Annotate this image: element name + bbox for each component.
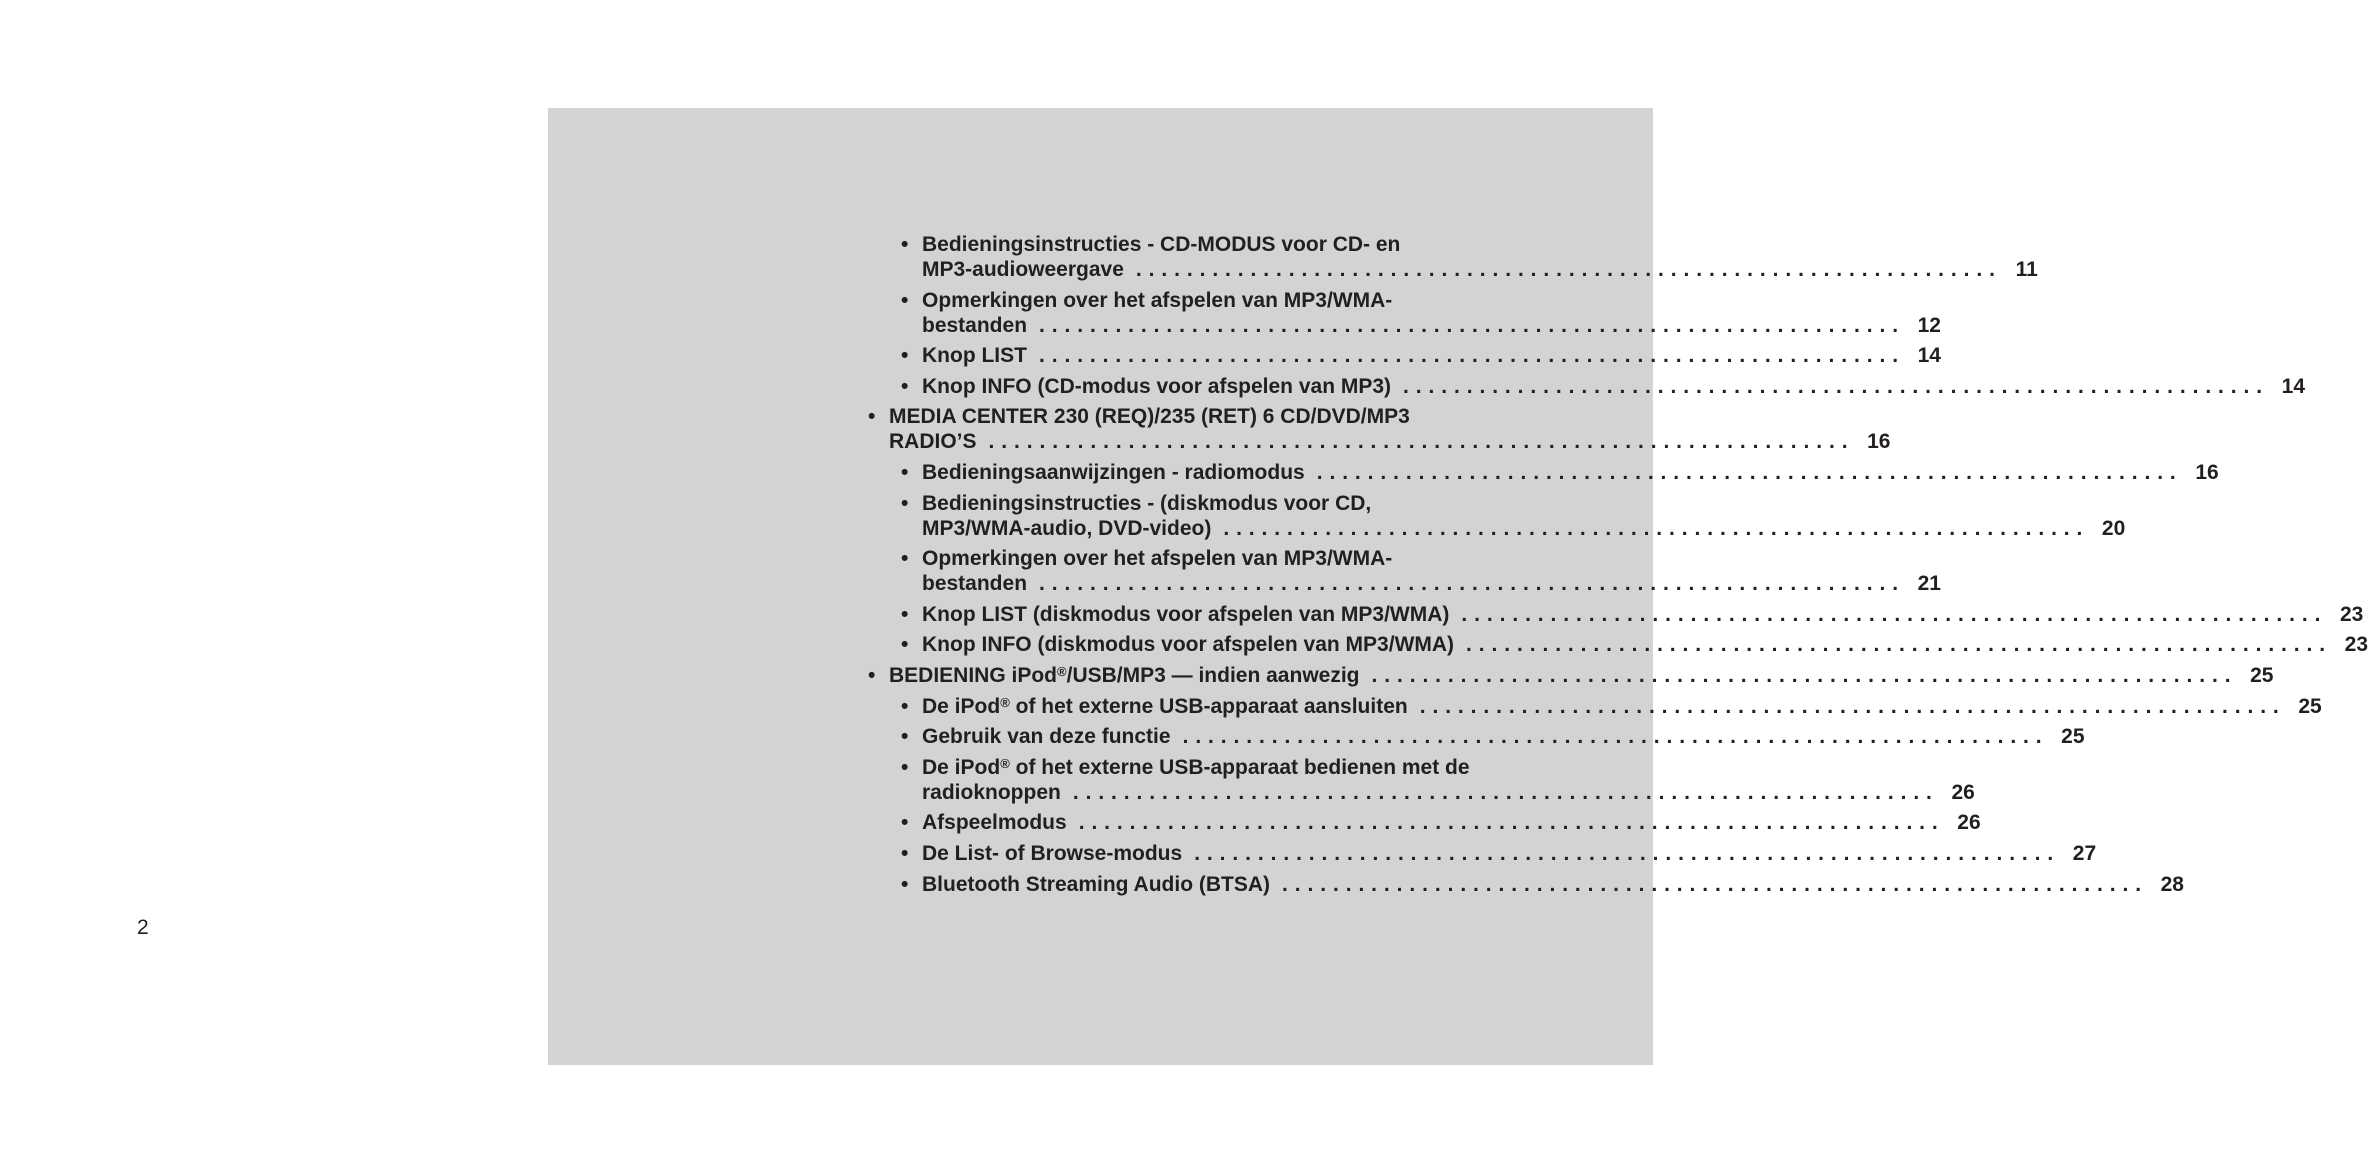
toc-entry-final-line xyxy=(922,257,2038,282)
toc-entry-title: Knop LIST (diskmodus voor afspelen van MP3/WMA) xyxy=(922,602,1450,626)
toc-entry-title xyxy=(922,694,1408,719)
toc-entry-final-line xyxy=(922,632,2368,657)
toc-page-number: 23 xyxy=(2344,633,2368,657)
toc-entry-title xyxy=(889,663,1360,688)
bullet-icon: • xyxy=(901,811,909,835)
dot-leader: .................................................................... xyxy=(1194,841,2061,865)
toc-entry-final-line xyxy=(889,429,1891,454)
toc-entry-line: Bedieningsinstructies - CD-MODUS voor CD- en xyxy=(922,233,1401,256)
dot-leader: .................................................................... xyxy=(1072,780,1939,804)
bullet-icon: • xyxy=(901,841,909,865)
toc-subsection-entry[interactable] xyxy=(868,288,1941,338)
text-part: De iPod xyxy=(922,694,1001,718)
bullet-icon: • xyxy=(901,460,909,484)
page-number: 2 xyxy=(137,916,149,939)
toc-entry-title: MP3/WMA-audio, DVD-video) xyxy=(922,516,1212,540)
dot-leader: .................................................................... xyxy=(1466,633,2332,657)
table-of-contents xyxy=(868,232,2368,902)
bullet-icon: • xyxy=(901,547,909,571)
toc-page-number: 20 xyxy=(2101,516,2126,540)
toc-page-number: 28 xyxy=(2160,872,2184,896)
bullet-icon: • xyxy=(901,872,909,896)
toc-page-number: 26 xyxy=(1957,811,1981,835)
toc-subsection-entry[interactable] xyxy=(868,694,2322,719)
toc-entry-final-line xyxy=(922,602,2364,627)
toc-entry-title: Afspeelmodus xyxy=(922,811,1067,835)
toc-section-entry[interactable] xyxy=(868,404,1891,454)
toc-subsection-entry[interactable] xyxy=(868,810,1981,835)
dot-leader: .................................................................... xyxy=(1316,460,2183,484)
toc-entry-final-line xyxy=(922,374,2305,399)
toc-entry-final-line xyxy=(922,872,2184,897)
toc-entry-title: bestanden xyxy=(922,572,1028,596)
toc-page-number: 25 xyxy=(2250,663,2274,687)
toc-entry-final-line xyxy=(922,343,1941,368)
toc-entry-final-line xyxy=(922,694,2322,719)
registered-mark: ® xyxy=(1057,663,1067,679)
toc-entry-final-line xyxy=(922,841,2097,866)
toc-page-number: 26 xyxy=(1951,780,1975,804)
dot-leader: .................................................................... xyxy=(1038,344,1905,368)
toc-subsection-entry[interactable] xyxy=(868,632,2368,657)
toc-entry-title: Knop INFO (diskmodus voor afspelen van MP3/WMA) xyxy=(922,633,1455,657)
toc-entry-line: Bedieningsinstructies - (diskmodus voor CD, xyxy=(922,491,1372,515)
toc-entry-title: Knop LIST xyxy=(922,344,1027,368)
toc-page-number: 14 xyxy=(2281,374,2305,398)
toc-entry-line xyxy=(922,755,1564,780)
toc-subsection-entry[interactable] xyxy=(868,460,2219,485)
toc-subsection-entry[interactable] xyxy=(868,232,2038,282)
toc-subsection-entry[interactable] xyxy=(868,491,2126,541)
toc-page-number: 27 xyxy=(2072,841,2097,865)
toc-page-number: 16 xyxy=(2195,460,2219,484)
toc-subsection-entry[interactable] xyxy=(868,724,2085,749)
bullet-icon: • xyxy=(901,233,909,256)
toc-entry-line: Opmerkingen over het afspelen van MP3/WMA- xyxy=(922,547,1393,571)
toc-entry-title: Knop INFO (CD-modus voor afspelen van MP3) xyxy=(922,374,1392,398)
dot-leader: .................................................................... xyxy=(1371,663,2238,687)
toc-entry-title: MP3-audioweergave xyxy=(922,258,1124,281)
bullet-icon: • xyxy=(868,663,876,687)
dot-leader: .................................................................... xyxy=(1078,811,1945,835)
registered-mark: ® xyxy=(1000,694,1010,710)
toc-page-number: 21 xyxy=(1917,572,1941,596)
toc-entry-line: Opmerkingen over het afspelen van MP3/WMA- xyxy=(922,288,1393,312)
toc-entry-final-line xyxy=(889,663,2274,688)
toc-entry-title: Gebruik van deze functie xyxy=(922,725,1171,749)
toc-subsection-entry[interactable] xyxy=(868,602,2364,627)
registered-mark: ® xyxy=(1000,755,1010,771)
toc-subsection-entry[interactable] xyxy=(868,546,1941,596)
toc-subsection-entry[interactable] xyxy=(868,872,2184,897)
bullet-icon: • xyxy=(901,725,909,749)
text-part: of het externe USB-apparaat aansluiten xyxy=(1009,694,1408,718)
bullet-icon: • xyxy=(901,694,909,718)
toc-page-number: 16 xyxy=(1867,430,1891,454)
dot-leader: .................................................................... xyxy=(988,430,1855,454)
toc-page-number: 25 xyxy=(2298,694,2322,718)
dot-leader: .................................................................... xyxy=(1403,374,2269,398)
toc-entry-final-line xyxy=(922,810,1981,835)
toc-section-entry[interactable] xyxy=(868,663,2274,688)
bullet-icon: • xyxy=(901,374,909,398)
toc-page-number: 11 xyxy=(2015,258,2038,281)
bullet-icon: • xyxy=(901,602,909,626)
toc-entry-final-line xyxy=(922,460,2219,485)
toc-page-number: 14 xyxy=(1917,344,1941,368)
toc-entry-title: De List- of Browse-modus xyxy=(922,841,1183,865)
toc-page-number: 23 xyxy=(2339,602,2364,626)
toc-subsection-entry[interactable] xyxy=(868,755,1975,805)
dot-leader: .................................................................... xyxy=(1419,694,2286,718)
toc-entry-final-line xyxy=(922,780,1975,805)
toc-entry-title: bestanden xyxy=(922,313,1028,337)
toc-entry-final-line xyxy=(922,571,1941,596)
text-part: /USB/MP3 — indien aanwezig xyxy=(1066,663,1360,687)
bullet-icon: • xyxy=(901,288,909,312)
bullet-icon: • xyxy=(901,491,909,515)
text-part: of het externe USB-apparaat bedienen met de xyxy=(1009,755,1470,779)
bullet-icon: • xyxy=(901,344,909,368)
toc-entry-title: Bluetooth Streaming Audio (BTSA) xyxy=(922,872,1271,896)
dot-leader: .................................................................... xyxy=(1182,725,2049,749)
bullet-icon: • xyxy=(901,633,909,657)
toc-subsection-entry[interactable] xyxy=(868,343,1941,368)
toc-entry-title: radioknoppen xyxy=(922,780,1061,804)
dot-leader: .................................................................... xyxy=(1223,516,2090,540)
dot-leader: .................................................................... xyxy=(1135,258,2002,281)
dot-leader: .................................................................... xyxy=(1039,313,1905,337)
dot-leader: .................................................................... xyxy=(1282,872,2148,896)
toc-entry-final-line xyxy=(922,724,2085,749)
toc-entry-final-line xyxy=(922,516,2126,541)
toc-entry-final-line xyxy=(922,313,1941,338)
toc-entry-title: Bedieningsaanwijzingen - radiomodus xyxy=(922,460,1305,484)
toc-entry-title: RADIO’S xyxy=(889,430,977,454)
toc-page-number: 25 xyxy=(2061,725,2085,749)
toc-entry-line: MEDIA CENTER 230 (REQ)/235 (RET) 6 CD/DVD/MP3 xyxy=(889,405,1410,429)
bullet-icon: • xyxy=(901,755,909,779)
toc-page-number: 12 xyxy=(1917,313,1941,337)
dot-leader: .................................................................... xyxy=(1039,572,1905,596)
text-part: BEDIENING iPod xyxy=(889,663,1058,687)
dot-leader: .................................................................... xyxy=(1461,602,2328,626)
toc-subsection-entry[interactable] xyxy=(868,841,2097,866)
bullet-icon: • xyxy=(868,405,876,429)
text-part: De iPod xyxy=(922,755,1001,779)
toc-subsection-entry[interactable] xyxy=(868,374,2305,399)
